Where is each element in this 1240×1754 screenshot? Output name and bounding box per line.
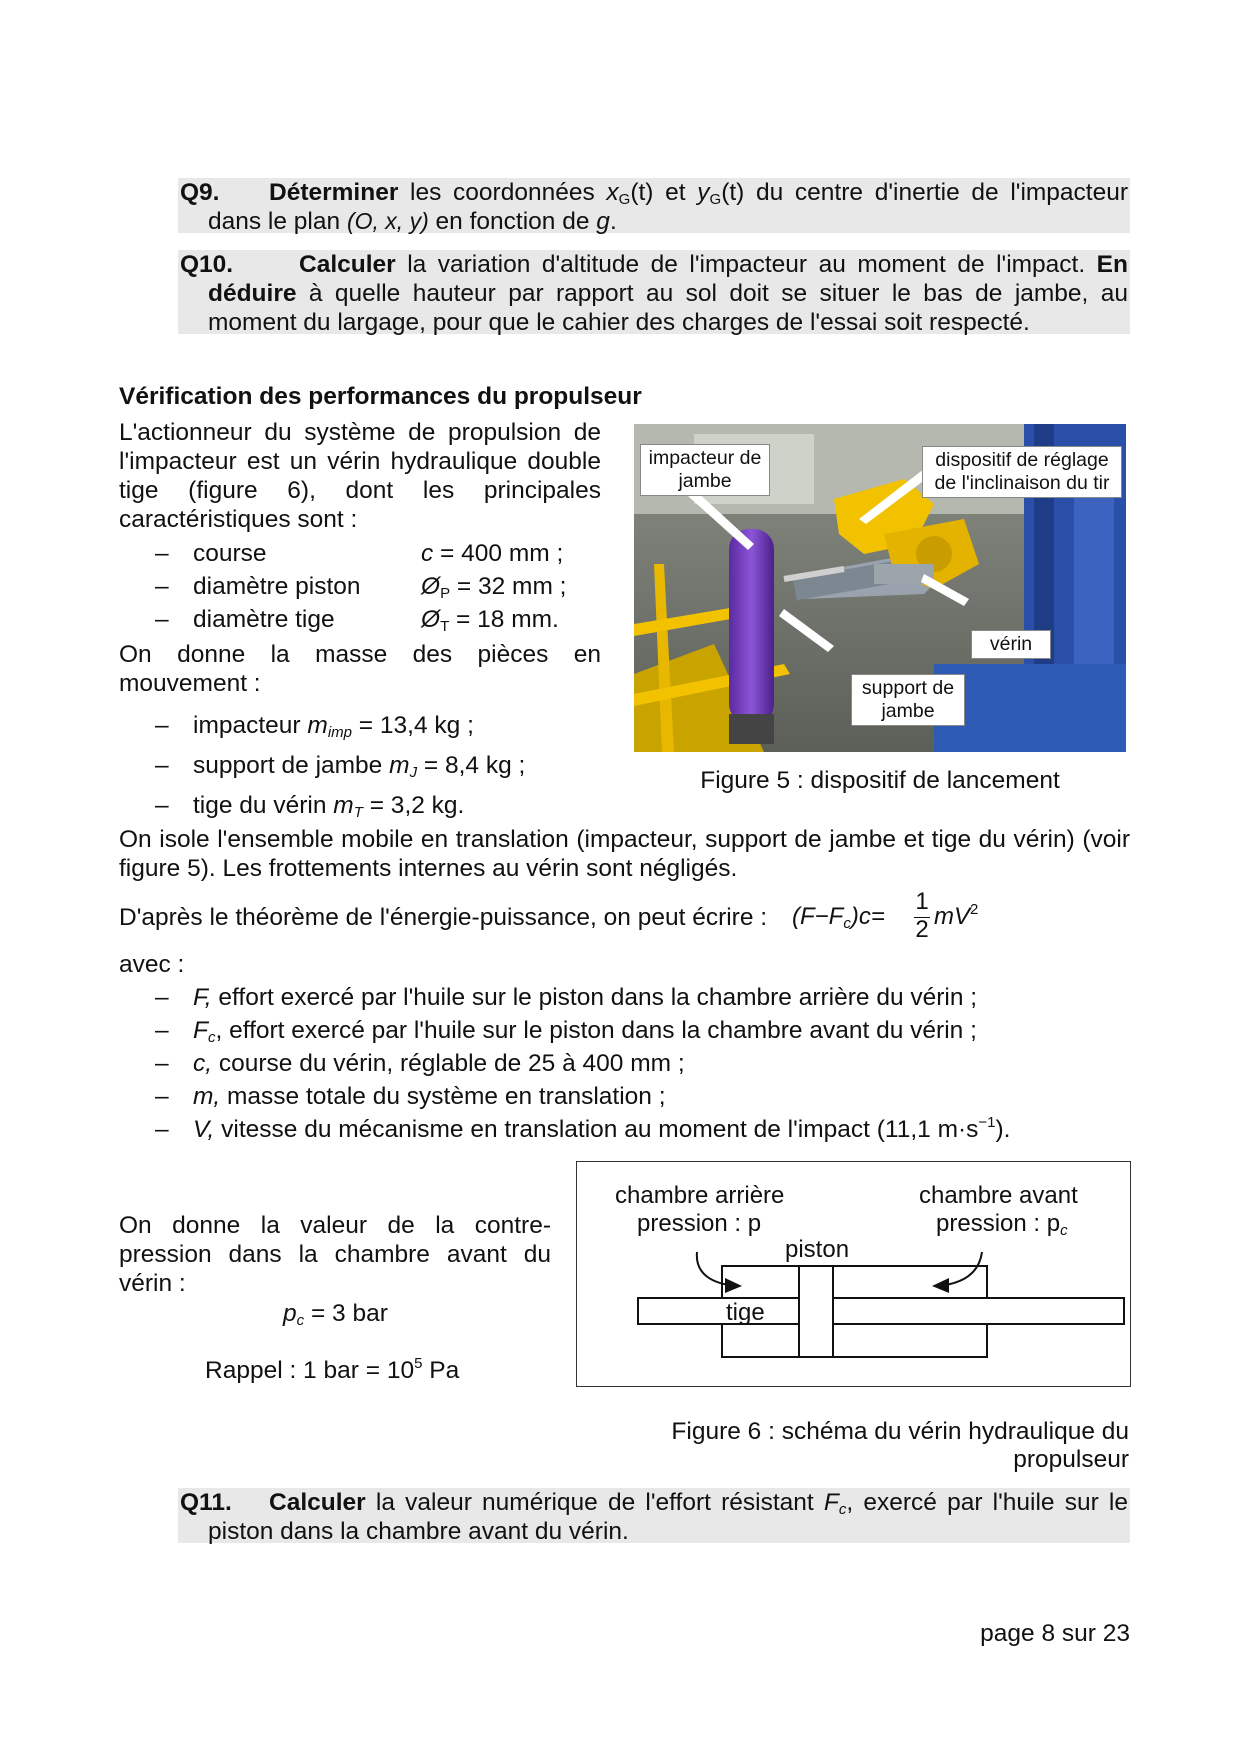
q9-text2: du centre d'inertie de l'impacteur xyxy=(756,179,1129,206)
pc-sub: c xyxy=(296,1312,305,1329)
mass-label: support de jambe xyxy=(193,752,383,779)
list-dash: – xyxy=(155,1083,169,1110)
rappel-sup: 5 xyxy=(414,1355,423,1372)
q9-yg: y xyxy=(697,179,710,206)
mass-value: = 13,4 kg ; xyxy=(351,712,474,739)
spec-value: = 32 mm ; xyxy=(450,573,567,600)
definition-item xyxy=(155,981,1135,1014)
spec-label: diamètre piston xyxy=(193,573,361,600)
q9-yg-sub: G xyxy=(709,191,722,208)
definitions-list xyxy=(155,981,1135,1146)
rappel-text: Rappel : 1 bar = 10 xyxy=(205,1357,415,1384)
q9-plane: (O, x, y) xyxy=(346,208,429,234)
spec-item xyxy=(155,570,595,603)
q10-text2: à quelle hauteur par rapport au sol doit se situer le bas de jambe, au moment du largage, pour que le cahier des charges de l'essai soit respecté. xyxy=(208,280,1128,336)
contre-line-3: vérin : xyxy=(119,1270,186,1297)
label-pression-pc-sub: c xyxy=(1060,1222,1068,1239)
list-dash: – xyxy=(155,1050,169,1077)
def-unit-sup: −1 xyxy=(978,1114,996,1131)
def-symbol: F xyxy=(193,1017,208,1044)
label-chambre-arriere: chambre arrière xyxy=(615,1182,785,1209)
masses-intro xyxy=(119,640,601,698)
eq-lhs-sub: c xyxy=(843,915,851,932)
spec-symbol: Ø xyxy=(421,606,441,633)
q9-verb: Déterminer xyxy=(269,179,399,206)
def-text: effort exercé par l'huile sur le piston dans la chambre arrière du vérin ; xyxy=(211,984,978,1011)
q10-text1: la variation d'altitude de l'impacteur au moment de l'impact. xyxy=(407,251,1086,278)
spec-item xyxy=(155,537,595,570)
intro-line-4: caractéristiques sont : xyxy=(119,506,358,533)
list-dash: – xyxy=(155,540,169,567)
mass-sub: imp xyxy=(327,724,352,741)
eq-rhs: mV xyxy=(934,903,970,930)
q9-line2a: dans le plan xyxy=(208,208,341,235)
q11-verb: Calculer xyxy=(269,1489,366,1516)
def-symbol: c, xyxy=(193,1050,213,1077)
q11-fc-sub: c xyxy=(838,1501,847,1518)
question-q11 xyxy=(178,1488,1130,1543)
intro-paragraph xyxy=(119,418,601,534)
q10-verb: Calculer xyxy=(299,251,396,278)
mass-label: tige du vérin xyxy=(193,792,327,819)
contre-pression-paragraph xyxy=(119,1211,551,1298)
label-dispositif: dispositif de réglage de l'inclinaison du tir xyxy=(922,446,1122,498)
list-dash: – xyxy=(155,752,169,779)
mass-symbol: m xyxy=(307,712,328,739)
q11-text1: la valeur numérique de l'effort résistant xyxy=(375,1489,814,1516)
label-tige: tige xyxy=(726,1299,765,1326)
label-chambre-avant: chambre avant xyxy=(919,1182,1078,1209)
def-symbol: V, xyxy=(193,1116,215,1143)
q10-verb2: En déduire xyxy=(208,251,1128,307)
def-text: masse totale du système en translation ; xyxy=(220,1083,666,1110)
pc-symbol: p xyxy=(283,1300,297,1327)
eq-numerator: 1 xyxy=(915,888,929,915)
q10-number: Q10. xyxy=(180,251,234,278)
def-text: , effort exercé par l'huile sur le piston dans la chambre avant du vérin ; xyxy=(215,1017,977,1044)
figure5-photo xyxy=(634,424,1126,752)
specs-list xyxy=(155,537,595,636)
def-end: ). xyxy=(995,1116,1011,1143)
q9-line2 xyxy=(178,207,1130,236)
q9-xg: x xyxy=(606,179,619,206)
contre-line-2: pression dans la chambre avant du xyxy=(119,1241,551,1268)
spec-symbol: c xyxy=(421,540,434,567)
pc-value xyxy=(283,1300,388,1328)
label-pression-pc-text: pression : p xyxy=(936,1210,1061,1237)
mass-item xyxy=(155,746,595,786)
question-q10 xyxy=(178,250,1130,334)
eq-lhs-end: )c= xyxy=(850,903,885,930)
def-symbol: F, xyxy=(193,984,212,1011)
label-pression-pc xyxy=(936,1210,1068,1238)
spec-sub: P xyxy=(440,585,451,602)
label-pression-p: pression : p xyxy=(637,1210,762,1237)
spec-label: course xyxy=(193,540,267,567)
pc-val: = 3 bar xyxy=(304,1300,388,1327)
q9-dot: . xyxy=(609,208,617,235)
label-piston: piston xyxy=(785,1236,850,1263)
q9-text1: les coordonnées xyxy=(410,179,595,206)
spec-sub: T xyxy=(440,618,450,635)
masses-intro-line-1: On donne la masse des pièces en xyxy=(119,641,601,668)
q9-et: et xyxy=(665,179,686,206)
definition-item xyxy=(155,1113,1135,1146)
section-title: Vérification des performances du propulseur xyxy=(119,383,642,410)
q11-text2: , exercé par l'huile sur le xyxy=(846,1489,1129,1516)
page-number: page 8 sur 23 xyxy=(980,1620,1130,1647)
q9-xg-sub: G xyxy=(618,191,631,208)
intro-line-3: tige (figure 6), dont les principales xyxy=(119,477,601,504)
contre-line-1: On donne la valeur de la contre- xyxy=(119,1212,551,1239)
energy-text: D'après le théorème de l'énergie-puissance, on peut écrire : xyxy=(119,904,768,931)
eq-rhs-sup: 2 xyxy=(970,901,979,918)
q10-body xyxy=(178,250,1130,337)
q11-line1 xyxy=(178,1488,1130,1517)
list-dash: – xyxy=(155,984,169,1011)
definition-item xyxy=(155,1014,1135,1047)
q11-line2: piston dans la chambre avant du vérin. xyxy=(208,1518,629,1545)
spec-item xyxy=(155,603,595,636)
mass-item xyxy=(155,706,595,746)
def-symbol: m, xyxy=(193,1083,221,1110)
q9-number: Q9. xyxy=(180,179,220,206)
def-text: course du vérin, réglable de 25 à 400 mm ; xyxy=(212,1050,685,1077)
q9-line2b: en fonction de xyxy=(435,208,590,235)
mass-sub: T xyxy=(353,804,363,821)
question-q9 xyxy=(178,178,1130,233)
def-text: vitesse du mécanisme en translation au moment de l'impact (11,1 m·s xyxy=(214,1116,979,1143)
label-support: support de jambe xyxy=(851,674,965,726)
label-verin: vérin xyxy=(971,630,1051,659)
list-dash: – xyxy=(155,1017,169,1044)
label-impacteur: impacteur de jambe xyxy=(640,444,770,496)
isolation-paragraph: On isole l'ensemble mobile en translation (impacteur, support de jambe et tige du vérin) (voir figure 5). Les frottements internes au vérin sont négligés. xyxy=(119,826,1130,882)
mass-label: impacteur xyxy=(193,712,301,739)
mass-item xyxy=(155,786,595,826)
avec-label: avec : xyxy=(119,951,185,978)
definition-item xyxy=(155,1080,1135,1113)
def-sub: c xyxy=(207,1029,216,1046)
list-dash: – xyxy=(155,573,169,600)
q9-line1 xyxy=(178,178,1130,207)
q9-t1: (t) xyxy=(630,179,654,206)
spec-symbol: Ø xyxy=(421,573,441,600)
q11-number: Q11. xyxy=(180,1489,232,1516)
eq-denominator: 2 xyxy=(915,916,929,943)
figure6-schematic xyxy=(576,1161,1131,1387)
spec-value: = 400 mm ; xyxy=(433,540,564,567)
intro-line-2: l'impacteur est un vérin hydraulique double xyxy=(119,448,601,475)
mass-symbol: m xyxy=(333,792,354,819)
q9-t2: (t) xyxy=(721,179,745,206)
rappel-end: Pa xyxy=(422,1357,460,1384)
q9-g: g xyxy=(596,208,610,235)
spec-value: = 18 mm. xyxy=(449,606,559,633)
list-dash: – xyxy=(155,1116,169,1143)
masses-list xyxy=(155,706,595,826)
figure6-caption: Figure 6 : schéma du vérin hydraulique du propulseur xyxy=(671,1418,1129,1473)
mass-value: = 8,4 kg ; xyxy=(417,752,526,779)
list-dash: – xyxy=(155,606,169,633)
spec-label: diamètre tige xyxy=(193,606,335,633)
intro-line-1: L'actionneur du système de propulsion de xyxy=(119,419,601,446)
masses-intro-line-2: mouvement : xyxy=(119,670,261,697)
mass-sub: J xyxy=(409,764,418,781)
eq-lhs: (F−F xyxy=(792,903,844,930)
definition-item xyxy=(155,1047,1135,1080)
list-dash: – xyxy=(155,792,169,819)
rappel xyxy=(205,1357,459,1385)
mass-value: = 3,2 kg. xyxy=(362,792,465,819)
figure5-caption: Figure 5 : dispositif de lancement xyxy=(700,767,1060,794)
mass-symbol: m xyxy=(389,752,410,779)
q11-fc: F xyxy=(823,1489,839,1516)
list-dash: – xyxy=(155,712,169,739)
